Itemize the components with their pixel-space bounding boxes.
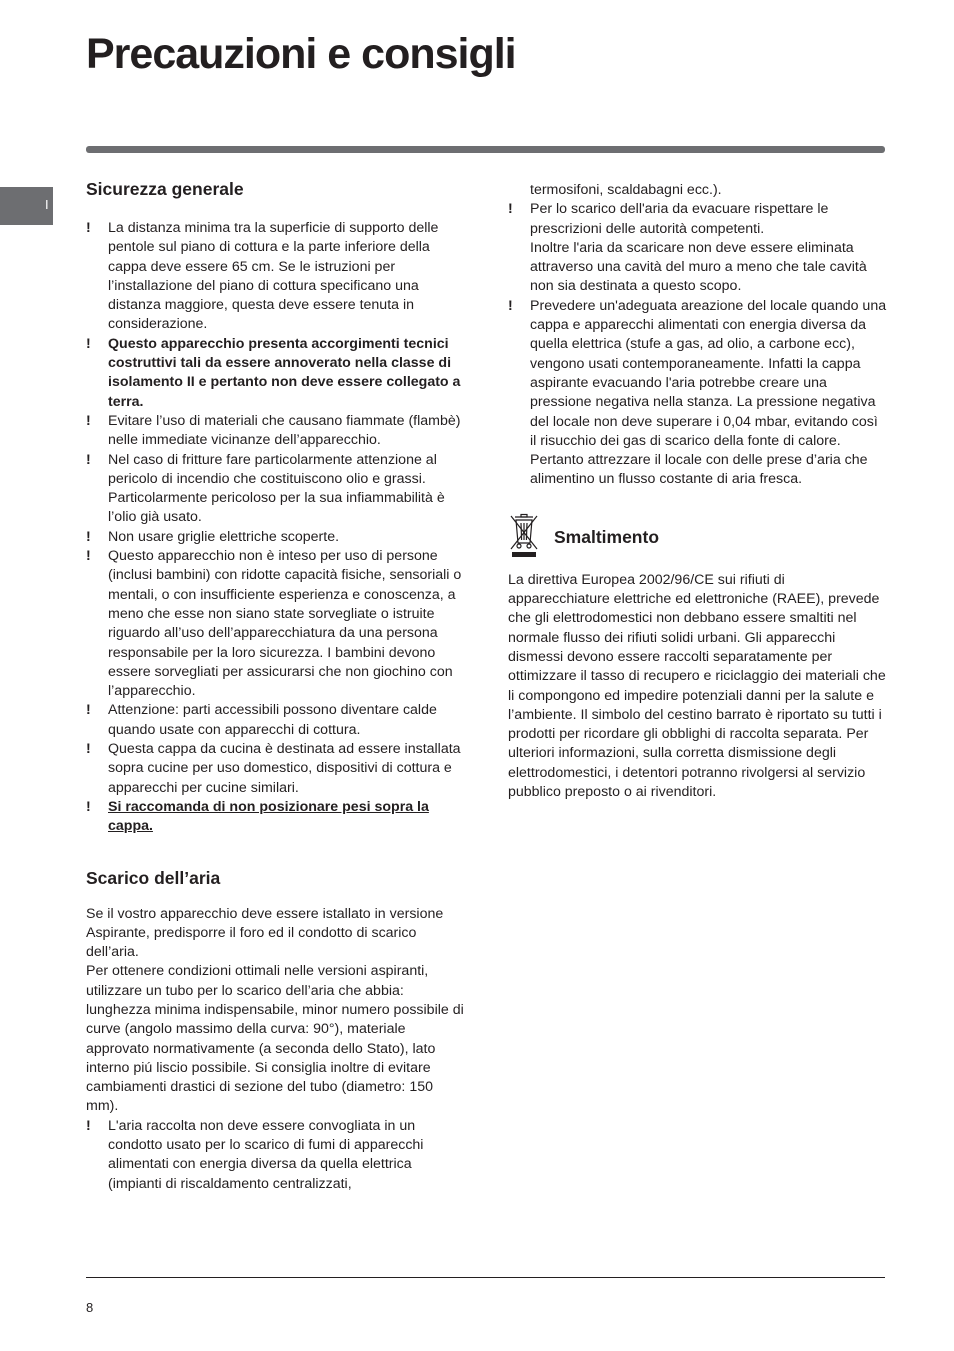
- section-heading-scarico: Scarico dell’aria: [86, 867, 221, 888]
- list-item: [86, 547, 466, 701]
- list-item: [86, 798, 466, 837]
- list-item-text: Questo apparecchio non è inteso per uso di persone (inclusi bambini) con ridotte capacità fisiche, sensoriali o mentali, o con insufficiente esperienza e conoscenza, a meno che esse non siano state sorvegliate o istruite riguardo all’uso dell’apparecchiatura da una persona responsabile per la loro sicurezza. I bambini devono essere sorvegliati per assicurarsi che non giochino con l’apparecchio.: [108, 548, 462, 700]
- smaltimento-text: La direttiva Europea 2002/96/CE sui rifiuti di apparecchiature elettriche ed elettroniche (RAEE), prevede che gli elettrodomestici non debbano essere smaltiti nel normale flusso dei rifiuti solidi urbani. Gli apparecchi dismessi devono essere raccolti separatamente per ottimizzare il tasso di recupero e riciclaggio dei materiali che li compongono ed impedire potenziali danni per la salute e l’ambiente. Il simbolo del cestino barrato è riportato su tutti i prodotti per ricordare gli obblighi di raccolta separata. Per ulteriori informazioni, sulla corretta dismissione degli elettrodomestici, i detentori potranno rivolgersi al servizio pubblico preposto o ai rivenditori.: [508, 571, 886, 801]
- sicurezza-list: [86, 219, 466, 837]
- list-item-continuation: termosifoni, scaldabagni ecc.).: [530, 182, 722, 198]
- bullet-mark: !: [86, 335, 91, 352]
- bullet-mark: !: [86, 220, 91, 236]
- bullet-mark: !: [86, 798, 91, 815]
- list-item: [86, 1117, 466, 1194]
- list-item-text: Questo apparecchio presenta accorgimenti tecnici costruttivi tali da essere annoverato nella classe di isolamento II e pertanto non deve essere collegato a terra.: [108, 335, 461, 410]
- list-item: [86, 412, 466, 451]
- page-number: 8: [86, 1300, 94, 1315]
- list-item-text: Prevedere un'adeguata areazione del locale quando una cappa e apparecchi alimentati con energia diversa da quella elettrica (stufe a gas, ad olio, a carbone ecc), vengono usati contemporaneamente. Infatti la cappa aspirante evacuando l'aria potrebbe creare una pressione negativa nella stanza. La pressione negativa del locale non deve superare i 0,04 mbar, evitando così il risucchio dei gas di scarico della fonte di calore. Pertanto attrezzare il locale con delle prese d’aria che alimentino un flusso costante di aria fresca.: [530, 297, 887, 488]
- list-item-text: Si raccomanda di non posizionare pesi sopra la cappa.: [108, 798, 429, 835]
- list-item: [86, 701, 466, 740]
- page-title: Precauzioni e consigli: [86, 30, 516, 78]
- list-item-text: Non usare griglie elettriche scoperte.: [108, 528, 340, 545]
- bullet-mark: !: [86, 741, 91, 758]
- bullet-mark: !: [86, 702, 91, 719]
- list-item: [86, 219, 466, 335]
- crossed-bin-icon: [508, 513, 540, 559]
- list-item: [86, 740, 466, 798]
- list-item-text: Questa cappa da cucina è destinata ad essere installata sopra cucine per uso domestico, dispositivi di cottura e apparecchi per cucine similari.: [108, 741, 461, 796]
- list-item: [86, 451, 466, 528]
- bullet-mark: !: [508, 201, 513, 218]
- list-item-text: L'aria raccolta non deve essere convogliata in un condotto usato per lo scarico di fumi di apparecchi alimentati con energia diversa da quella elettrica (impianti di riscaldamento centralizzati,: [108, 1117, 424, 1192]
- bullet-mark: !: [86, 1117, 91, 1134]
- section-heading-sicurezza: Sicurezza generale: [86, 179, 244, 199]
- section-heading-smaltimento: Smaltimento: [554, 526, 660, 547]
- bullet-mark: !: [86, 548, 91, 565]
- list-item-text: Per lo scarico dell'aria da evacuare rispettare le prescrizioni delle autorità competenti.: [530, 201, 829, 237]
- right-column: [508, 181, 888, 802]
- footer-divider: [86, 1277, 885, 1278]
- language-tab-label: I: [45, 197, 49, 212]
- list-item-text: La distanza minima tra la superficie di supporto delle pentole sul piano di cottura e la parte inferiore della cappa deve essere 65 cm. Se le istruzioni per l’installazione del piano di cottura specificano una distanza maggiore, questa deve essere tenuta in considerazione.: [108, 220, 439, 333]
- scarico-paragraph-1: Se il vostro apparecchio deve essere istallato in versione Aspirante, predisporre il foro ed il condotto di scarico dell’aria.: [86, 905, 444, 961]
- list-item: [508, 200, 888, 296]
- scarico-list-continued: [508, 200, 888, 489]
- smaltimento-header: [508, 513, 888, 559]
- bullet-mark: !: [508, 297, 513, 314]
- list-item-text: Evitare l’uso di materiali che causano fiammate (flambè) nelle immediate vicinanze dell’apparecchio.: [108, 412, 461, 449]
- list-item-text: Inoltre l'aria da scaricare non deve essere eliminata attraverso una cavità del muro a meno che tale cavità non sia destinata a questo scopo.: [530, 239, 867, 295]
- language-tab: [0, 187, 53, 225]
- bullet-mark: !: [86, 528, 91, 545]
- scarico-paragraph-2: Per ottenere condizioni ottimali nelle versioni aspiranti, utilizzare un tubo per lo scarico dell’aria che abbia: lunghezza minima indispensabile, minor numero possibile di curve (angolo massimo della curva: 90°), materiale approvato normativamente (a seconda dello Stato), lato interno piú liscio possibile. Si consiglia inoltre di evitare cambiamenti drastici di sezione del tubo (diametro: 150 mm).: [86, 963, 464, 1115]
- scarico-list: [86, 1117, 466, 1194]
- list-item-text: Nel caso di fritture fare particolarmente attenzione al pericolo di incendio che costituiscono olio e grassi. Particolarmente pericoloso per la sua infiammabilità è l’olio già usato.: [108, 451, 445, 526]
- bullet-mark: !: [86, 412, 91, 429]
- list-item: [86, 335, 466, 412]
- bullet-mark: !: [86, 451, 91, 468]
- header-divider: [86, 146, 885, 153]
- list-item: [86, 528, 466, 547]
- list-item: [508, 297, 888, 490]
- list-item-text: Attenzione: parti accessibili possono diventare calde quando usate con apparecchi di cottura.: [108, 702, 437, 738]
- left-column: [86, 178, 466, 1194]
